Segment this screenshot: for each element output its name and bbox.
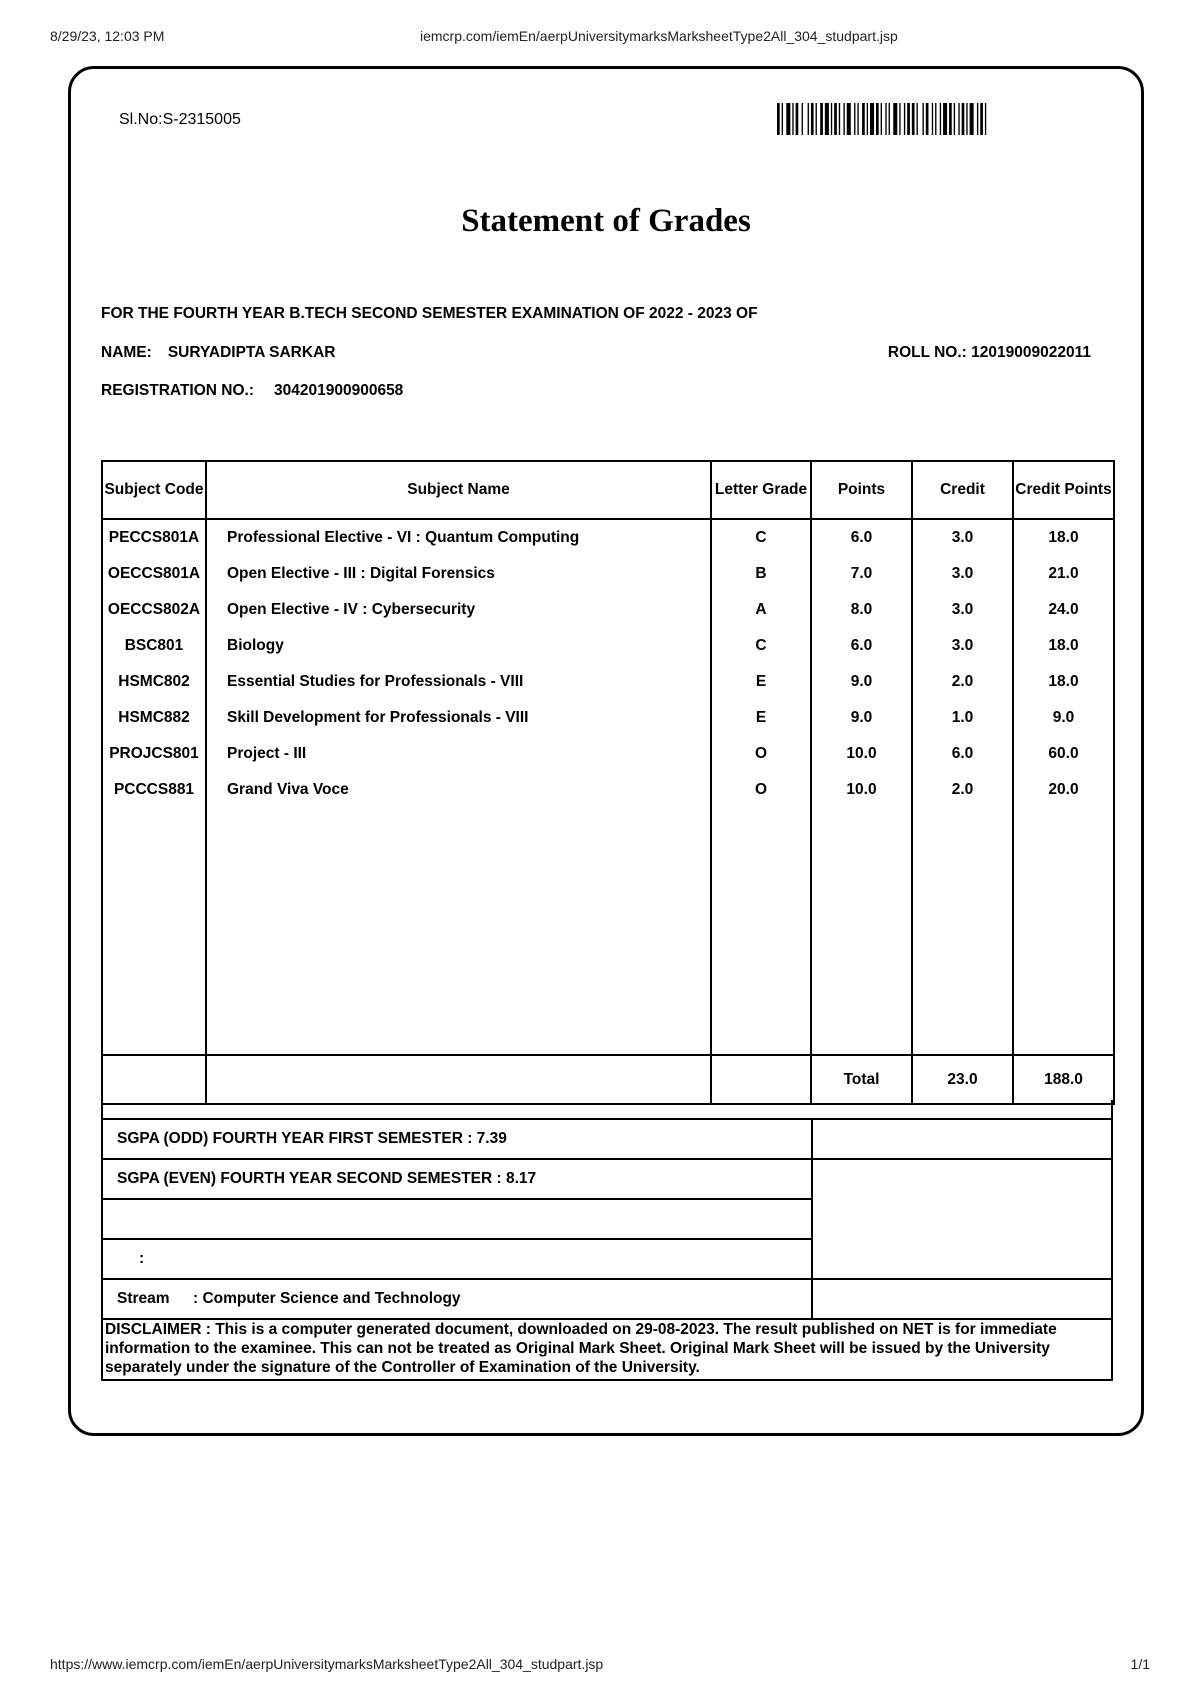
table-row: [102, 772, 1114, 808]
roll-number: 12019009022011: [971, 344, 1091, 361]
subject-name: Open Elective - III : Digital Forensics: [206, 556, 711, 592]
stream: [103, 1280, 813, 1318]
table-total-row: [102, 1055, 1114, 1104]
table-filler-row: [102, 808, 1114, 1055]
subject-code: HSMC802: [102, 664, 206, 700]
stream-row: [101, 1280, 1113, 1320]
credit-points: 9.0: [1013, 700, 1114, 736]
summary-block: [101, 1100, 1113, 1381]
credit: 3.0: [912, 628, 1013, 664]
table-header-row: [102, 461, 1114, 519]
colon-row: :: [103, 1240, 813, 1278]
sgpa-odd: SGPA (ODD) FOURTH YEAR FIRST SEMESTER : 7.39: [103, 1120, 813, 1158]
registration-line: [101, 382, 403, 400]
table-row: [102, 628, 1114, 664]
subject-code: PECCS801A: [102, 519, 206, 556]
sgpa-even-block: [101, 1160, 1113, 1280]
header-subject-name: Subject Name: [206, 461, 711, 519]
letter-grade: C: [711, 519, 811, 556]
credit-points: 24.0: [1013, 592, 1114, 628]
points: 6.0: [811, 628, 912, 664]
points: 6.0: [811, 519, 912, 556]
roll-label: ROLL NO.:: [887, 344, 967, 361]
subject-code: BSC801: [102, 628, 206, 664]
print-datetime: 8/29/23, 12:03 PM: [50, 28, 165, 44]
points: 7.0: [811, 556, 912, 592]
points: 8.0: [811, 592, 912, 628]
student-name: SURYADIPTA SARKAR: [167, 344, 336, 361]
exam-line: FOR THE FOURTH YEAR B.TECH SECOND SEMESTER EXAMINATION OF 2022 - 2023 OF: [101, 305, 758, 322]
table-row: [102, 592, 1114, 628]
credit-points: 20.0: [1013, 772, 1114, 808]
stream-label: Stream: [117, 1290, 170, 1307]
table-row: [102, 736, 1114, 772]
registration-number: 304201900900658: [274, 382, 404, 399]
points: 10.0: [811, 772, 912, 808]
credit: 3.0: [912, 519, 1013, 556]
subject-name: Grand Viva Voce: [206, 772, 711, 808]
letter-grade: O: [711, 772, 811, 808]
credit-points: 21.0: [1013, 556, 1114, 592]
credit: 2.0: [912, 664, 1013, 700]
serial-number: Sl.No:S-2315005: [119, 111, 241, 128]
credit: 1.0: [912, 700, 1013, 736]
credit-points: 18.0: [1013, 628, 1114, 664]
subject-code: HSMC882: [102, 700, 206, 736]
credit: 3.0: [912, 556, 1013, 592]
sgpa-even: SGPA (EVEN) FOURTH YEAR SECOND SEMESTER : 8.17: [103, 1160, 813, 1200]
letter-grade: A: [711, 592, 811, 628]
registration-label: REGISTRATION NO.:: [101, 382, 254, 399]
table-row: [102, 664, 1114, 700]
credit-points: 18.0: [1013, 664, 1114, 700]
summary-spacer-row: [101, 1100, 1113, 1120]
subject-code: OECCS802A: [102, 592, 206, 628]
roll-line: [888, 344, 1091, 362]
subject-name: Professional Elective - VI : Quantum Computing: [206, 519, 711, 556]
print-url: iemcrp.com/iemEn/aerpUniversitymarksMarksheetType2All_304_studpart.jsp: [420, 28, 898, 44]
subject-code: OECCS801A: [102, 556, 206, 592]
grades-table: [101, 460, 1115, 1105]
letter-grade: C: [711, 628, 811, 664]
blank-row: [103, 1200, 813, 1240]
credit: 6.0: [912, 736, 1013, 772]
name-label: NAME:: [101, 344, 152, 361]
sgpa-odd-row: [101, 1120, 1113, 1160]
total-credit-points: 188.0: [1013, 1055, 1114, 1104]
letter-grade: E: [711, 664, 811, 700]
letter-grade: O: [711, 736, 811, 772]
stream-value: : Computer Science and Technology: [193, 1290, 461, 1307]
page-title: Statement of Grades: [461, 203, 751, 239]
subject-name: Biology: [206, 628, 711, 664]
points: 9.0: [811, 664, 912, 700]
subject-name: Project - III: [206, 736, 711, 772]
header-subject-code: Subject Code: [102, 461, 206, 519]
header-credit: Credit: [912, 461, 1013, 519]
header-points: Points: [811, 461, 912, 519]
total-label: Total: [811, 1055, 912, 1104]
header-credit-points: Credit Points: [1013, 461, 1114, 519]
subject-code: PCCCS881: [102, 772, 206, 808]
barcode-icon: [777, 103, 1099, 135]
letter-grade: B: [711, 556, 811, 592]
marksheet: [68, 66, 1144, 1436]
credit-points: 18.0: [1013, 519, 1114, 556]
credit: 3.0: [912, 592, 1013, 628]
header-letter-grade: Letter Grade: [711, 461, 811, 519]
table-row: [102, 519, 1114, 556]
name-line: [101, 344, 335, 362]
table-row: [102, 556, 1114, 592]
disclaimer: DISCLAIMER : This is a computer generated document, downloaded on 29-08-2023. The result published on NET is for immediate information to the examinee. This can not be treated as Original Mark Sheet. Original Mark Sheet will be issued by the University separately under the signature of the Controller of Examination of the University.: [101, 1320, 1113, 1381]
subject-name: Essential Studies for Professionals - VIII: [206, 664, 711, 700]
total-credit: 23.0: [912, 1055, 1013, 1104]
page-count: 1/1: [1130, 1656, 1150, 1672]
points: 9.0: [811, 700, 912, 736]
credit: 2.0: [912, 772, 1013, 808]
letter-grade: E: [711, 700, 811, 736]
subject-name: Open Elective - IV : Cybersecurity: [206, 592, 711, 628]
points: 10.0: [811, 736, 912, 772]
table-row: [102, 700, 1114, 736]
subject-name: Skill Development for Professionals - VIII: [206, 700, 711, 736]
print-full-url: https://www.iemcrp.com/iemEn/aerpUniversitymarksMarksheetType2All_304_studpart.jsp: [50, 1656, 604, 1672]
subject-code: PROJCS801: [102, 736, 206, 772]
credit-points: 60.0: [1013, 736, 1114, 772]
